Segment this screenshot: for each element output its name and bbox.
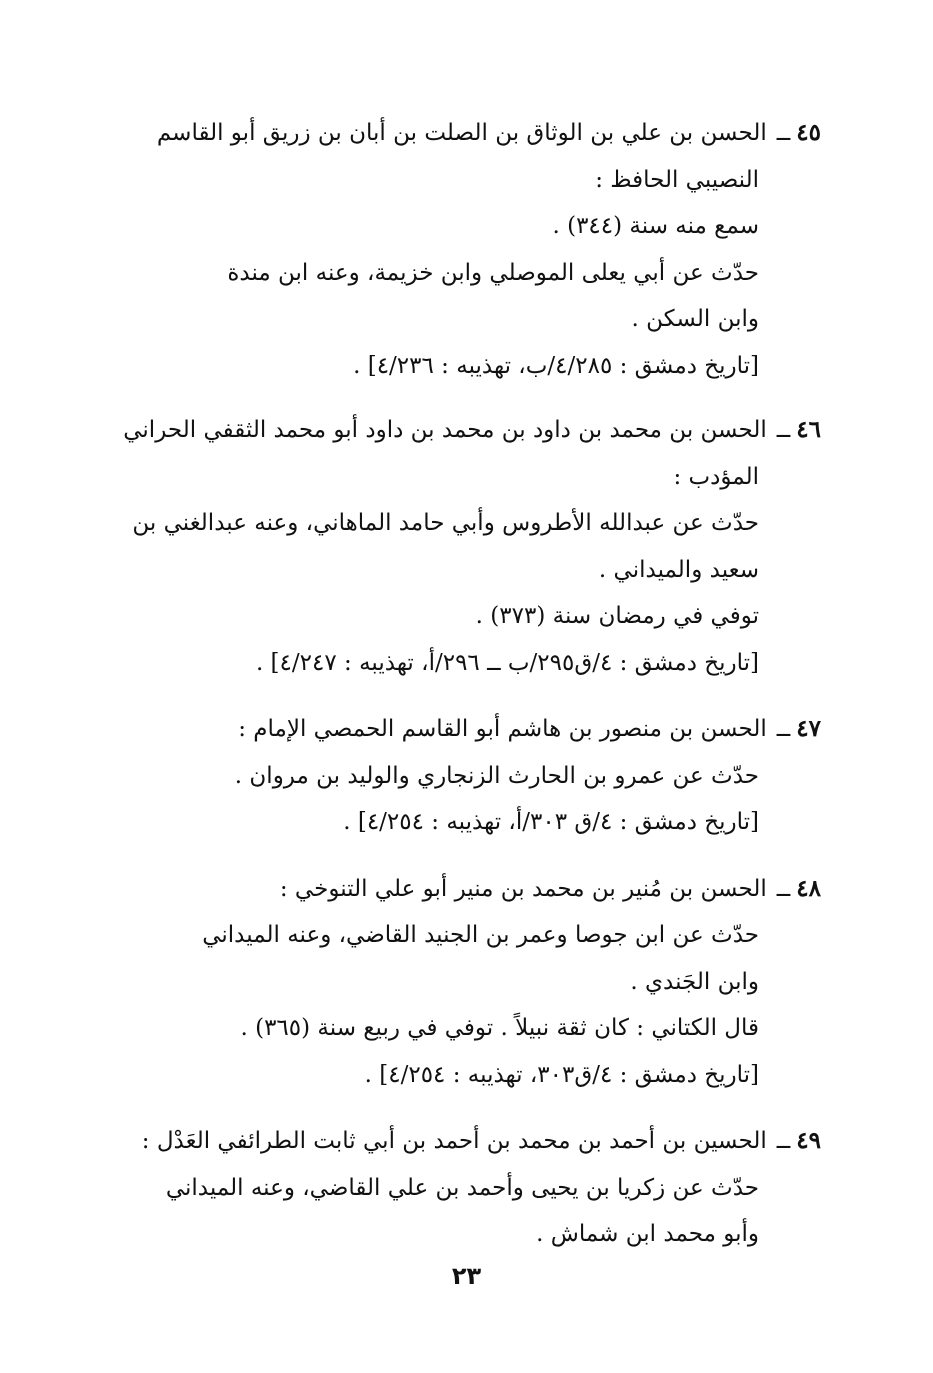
entry-heading	[121, 706, 821, 753]
entry-name: الحسين بن أحمد بن محمد بن أحمد بن أبي ثابت الطرائفي العَدْل :	[141, 1128, 767, 1154]
entry-line: حدّث عن عمرو بن الحارث الزنجاري والوليد بن مروان .	[234, 762, 759, 789]
entry-line: قال الكتاني : كان ثقة نبيلاً . توفي في ربيع سنة (٣٦٥) .	[240, 1015, 759, 1041]
entry-line: حدّث عن ابن جوصا وعمر بن الجنيد القاضي، وعنه الميداني	[202, 922, 759, 948]
entry-heading	[121, 1118, 821, 1165]
entry-line: وابن السكن .	[631, 306, 759, 332]
entry-49	[121, 1118, 821, 1258]
entry-line: حدّث عن أبي يعلى الموصلي وابن خزيمة، وعنه ابن مندة	[227, 259, 759, 286]
entry-dash: ــ	[776, 417, 791, 443]
entry-number: ٤٨	[796, 874, 821, 902]
entry-name: الحسن بن محمد بن داود بن محمد بن داود أبو محمد الثقفي الحراني	[123, 417, 767, 443]
entry-46	[121, 407, 821, 686]
entry-48	[121, 866, 821, 1099]
entry-dash: ــ	[776, 1128, 791, 1154]
entry-number: ٤٩	[796, 1127, 821, 1154]
entry-line: سمع منه سنة (٣٤٤) .	[552, 213, 759, 239]
entry-name: الحسن بن مُنير بن محمد بن منير أبو علي التنوخي :	[279, 875, 767, 902]
page-number: ٢٣	[451, 1262, 482, 1290]
entry-line: وابن الجَندي .	[630, 968, 759, 995]
entry-citation: [تاريخ دمشق : ٤/ق٣٠٣، تهذيبه : ٤/٢٥٤] .	[364, 1061, 759, 1088]
entry-heading-continued: النصيبي الحافظ :	[595, 166, 759, 193]
entry-heading	[121, 866, 821, 913]
entry-line: سعيد والميداني .	[598, 556, 759, 583]
entry-name: الحسن بن منصور بن هاشم أبو القاسم الحمصي الإمام :	[238, 716, 767, 742]
entry-number: ٤٦	[796, 416, 821, 443]
entry-heading-continued: المؤدب :	[673, 463, 759, 490]
entry-47	[121, 706, 821, 846]
entry-heading	[121, 407, 821, 454]
entry-line: وأبو محمد ابن شماش .	[536, 1221, 759, 1247]
entry-heading	[121, 110, 821, 157]
entry-dash: ــ	[776, 716, 791, 742]
entry-line: حدّث عن زكريا بن يحيى وأحمد بن علي القاضي، وعنه الميداني	[165, 1174, 759, 1201]
entry-line: حدّث عن عبدالله الأطروس وأبي حامد الماهاني، وعنه عبدالغني بن	[132, 510, 759, 536]
entry-dash: ــ	[776, 875, 791, 902]
page-body	[121, 110, 821, 1272]
entry-line: توفي في رمضان سنة (٣٧٣) .	[475, 603, 759, 629]
entry-dash: ــ	[776, 120, 791, 146]
entry-45	[121, 110, 821, 389]
entry-citation: [تاريخ دمشق : ٤/ق٢٩٥/ب ــ ٢٩٦/أ، تهذيبه : ٤/٢٤٧] .	[255, 649, 759, 676]
entry-citation: [تاريخ دمشق : ٤/ق ٣٠٣/أ، تهذيبه : ٤/٢٥٤] .	[343, 809, 759, 835]
entry-number: ٤٥	[796, 119, 821, 146]
entry-number: ٤٧	[796, 715, 821, 742]
entry-name: الحسن بن علي بن الوثاق بن الصلت بن أبان بن زريق أبو القاسم	[156, 120, 767, 146]
entry-citation: [تاريخ دمشق : ٤/٢٨٥/ب، تهذيبه : ٤/٢٣٦] .	[353, 352, 759, 379]
